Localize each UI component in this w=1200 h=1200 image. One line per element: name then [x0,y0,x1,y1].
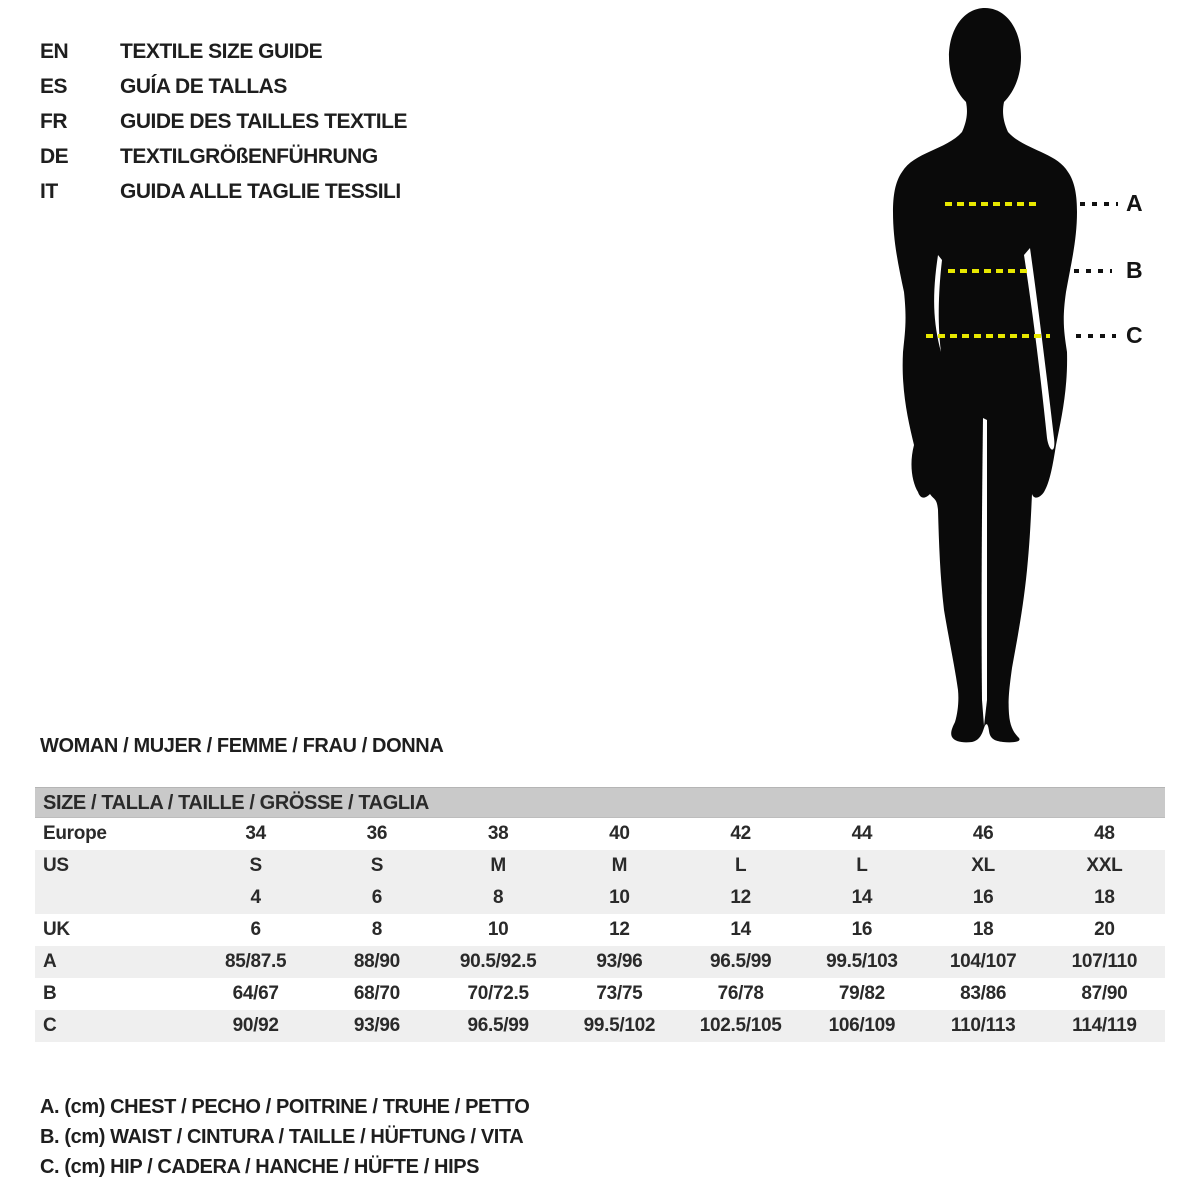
size-cell: 18 [972,919,994,940]
size-cell: 106/109 [828,1015,896,1036]
measurement-legend [40,1092,529,1182]
language-row [40,69,407,104]
measure-label-a: A [1126,190,1143,216]
language-title: GUIDA ALLE TAGLIE TESSILI [120,179,401,203]
language-code: FR [40,109,67,133]
language-title: TEXTILE SIZE GUIDE [120,39,323,63]
row-label: UK [43,919,70,940]
size-cell: 93/96 [353,1015,400,1036]
size-cell: 93/96 [596,951,643,972]
size-cell: L [856,855,868,876]
table-row [35,818,1165,850]
woman-silhouette [860,0,1200,760]
table-row [35,850,1165,882]
size-cell: XXL [1086,855,1123,876]
size-cell: 88/90 [353,951,400,972]
size-cell: 46 [972,823,994,844]
size-cell: 90/92 [232,1015,279,1036]
size-cell: 8 [371,919,383,940]
row-label: A [43,951,57,972]
size-cell: 104/107 [949,951,1017,972]
legend-line: B. (cm) WAIST / CINTURA / TAILLE / HÜFTUNG / VITA [40,1126,524,1148]
language-code: ES [40,74,68,98]
size-cell: 12 [730,887,751,908]
size-cell: XL [971,855,995,876]
language-title: GUIDE DES TAILLES TEXTILE [120,109,407,133]
size-cell: 18 [1094,887,1115,908]
language-title: GUÍA DE TALLAS [120,74,287,98]
section-heading-woman: WOMAN / MUJER / FEMME / FRAU / DONNA [40,735,444,757]
language-title: TEXTILGRÖßENFÜHRUNG [120,144,378,168]
size-cell: 110/113 [950,1015,1016,1036]
legend-line: A. (cm) CHEST / PECHO / POITRINE / TRUHE / PETTO [40,1096,530,1118]
size-cell: 6 [371,887,383,908]
size-cell: 42 [730,823,751,844]
row-label: Europe [43,823,107,844]
size-cell: 76/78 [717,983,764,1004]
size-cell: 34 [245,823,266,844]
language-code: EN [40,39,69,63]
size-cell: S [370,855,384,876]
size-cell: 87/90 [1081,983,1128,1004]
size-table-body [35,818,1165,1042]
size-cell: 44 [851,823,873,844]
size-cell: 14 [730,919,751,940]
size-cell: 4 [250,887,261,908]
size-cell: 10 [609,887,630,908]
size-cell: 70/72.5 [467,983,529,1004]
table-row [35,882,1165,914]
size-cell: 10 [487,919,509,940]
table-row [35,914,1165,946]
woman-silhouette-figure [860,0,1200,760]
size-cell: S [249,855,262,876]
size-cell: 96.5/99 [467,1015,529,1036]
size-cell: 90.5/92.5 [459,951,537,972]
size-cell: 99.5/102 [583,1015,656,1036]
size-cell: M [490,855,506,876]
size-cell: 99.5/103 [826,951,898,972]
table-row [35,946,1165,978]
size-cell: 8 [492,887,504,908]
legend-line: C. (cm) HIP / CADERA / HANCHE / HÜFTE / HIPS [40,1156,480,1178]
language-row [40,139,407,174]
size-cell: 38 [487,823,509,844]
language-title-list [40,34,407,209]
size-cell: 12 [609,919,630,940]
size-cell: L [734,855,747,876]
size-cell: 79/82 [838,983,885,1004]
size-cell: 83/86 [960,983,1007,1004]
size-cell: 85/87.5 [224,951,287,972]
measure-label-c: C [1126,322,1143,348]
size-cell: 6 [250,919,261,940]
table-row [35,1010,1165,1042]
size-cell: 36 [366,823,388,844]
language-row [40,104,407,139]
size-cell: 73/75 [596,983,643,1004]
row-label: C [43,1015,57,1036]
size-cell: 102.5/105 [699,1015,782,1036]
size-cell: 40 [609,823,630,844]
size-cell: 16 [972,887,994,908]
language-row [40,174,407,209]
size-cell: 20 [1094,919,1115,940]
measure-label-b: B [1126,257,1143,283]
size-cell: 14 [851,887,873,908]
row-label: US [43,855,69,876]
size-cell: 16 [851,919,873,940]
language-code: DE [40,144,69,168]
size-cell: 64/67 [232,983,279,1004]
row-label: B [43,983,57,1004]
language-code: IT [40,179,58,203]
size-table [35,787,1165,1042]
size-table-header: SIZE / TALLA / TAILLE / GRÖSSE / TAGLIA [35,787,1165,818]
table-row [35,978,1165,1010]
size-cell: 114/119 [1072,1015,1137,1036]
size-cell: 107/110 [1071,951,1138,972]
size-cell: 68/70 [353,983,400,1004]
size-cell: M [611,855,628,876]
language-row [40,34,407,69]
size-cell: 96.5/99 [709,951,772,972]
size-cell: 48 [1094,823,1115,844]
